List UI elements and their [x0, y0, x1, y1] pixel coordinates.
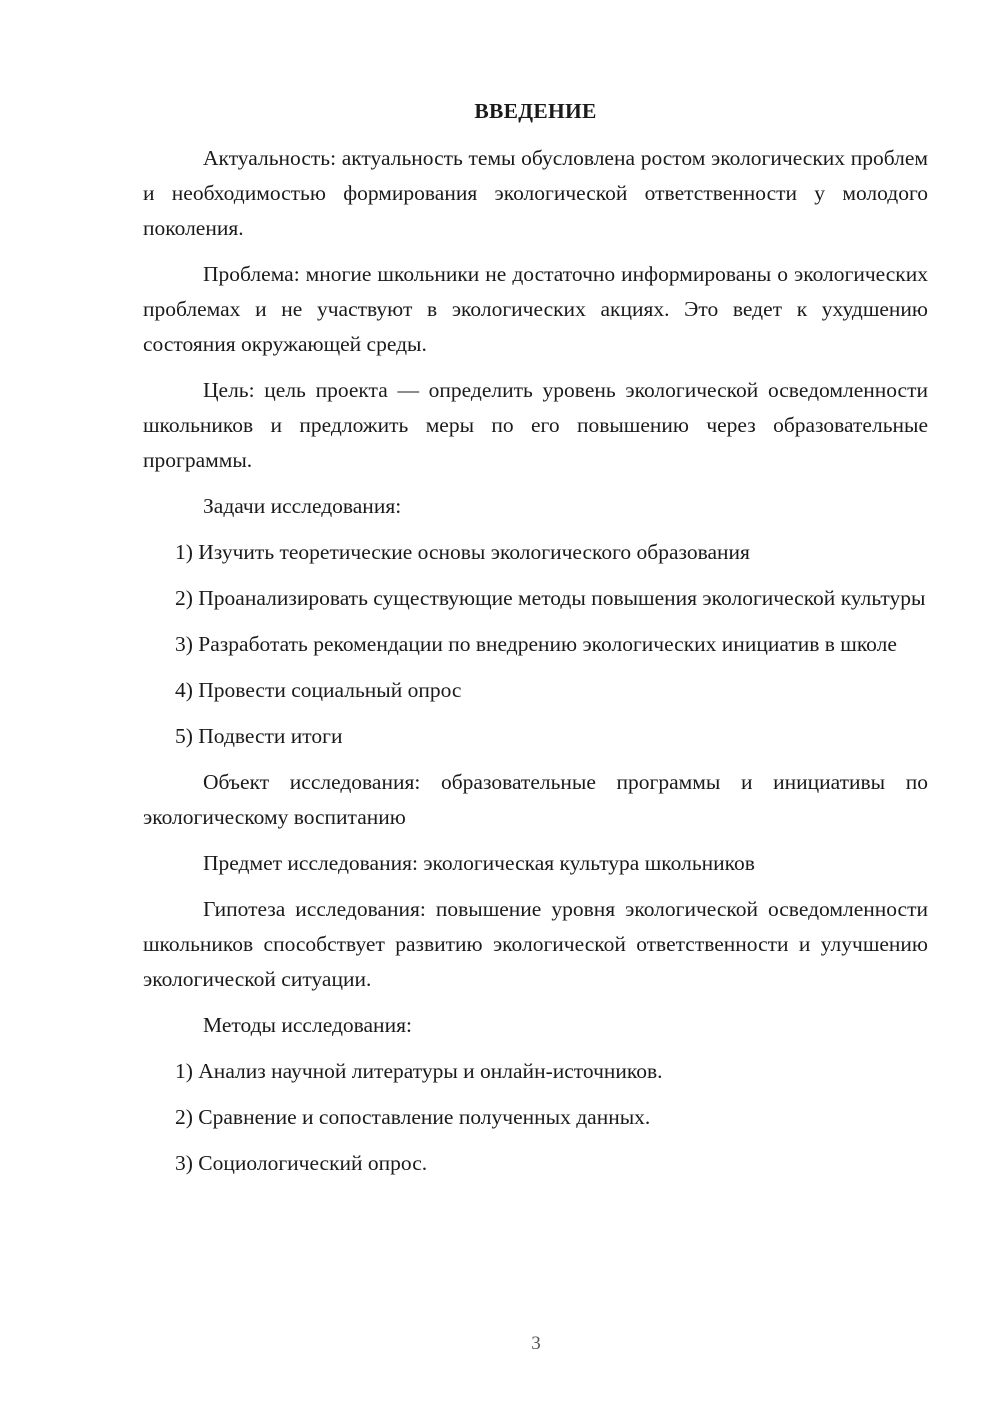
- paragraph-relevance: Актуальность: актуальность темы обусловлена ростом экологических проблем и необходимостью формирования экологической ответственности у молодого поколения.: [143, 146, 928, 240]
- task-item-5: 5) Подвести итоги: [175, 724, 343, 748]
- paragraph-subject: Предмет исследования: экологическая культура школьников: [203, 851, 755, 875]
- document-page: [143, 96, 928, 1192]
- page-number: 3: [531, 1333, 541, 1354]
- paragraph-problem: Проблема: многие школьники не достаточно информированы о экологических проблемах и не участвуют в экологических акциях. Это ведет к ухудшению состояния окружающей среды.: [143, 262, 928, 356]
- paragraph-methods-heading: Методы исследования:: [203, 1013, 412, 1037]
- paragraph-tasks-heading: Задачи исследования:: [203, 494, 402, 518]
- task-item-2: 2) Проанализировать существующие методы повышения экологической культуры: [175, 586, 926, 610]
- paragraph-hypothesis: Гипотеза исследования: повышение уровня экологической осведомленности школьников способствует развитию экологической ответственности и улучшению экологической ситуации.: [143, 897, 928, 991]
- paragraph-object: Объект исследования: образовательные программы и инициативы по экологическому воспитанию: [143, 770, 928, 829]
- method-item-1: 1) Анализ научной литературы и онлайн-источников.: [175, 1059, 663, 1083]
- section-title: ВВЕДЕНИЕ: [474, 99, 597, 123]
- task-item-3: 3) Разработать рекомендации по внедрению экологических инициатив в школе: [175, 632, 897, 656]
- method-item-2: 2) Сравнение и сопоставление полученных данных.: [175, 1105, 651, 1129]
- paragraph-goal: Цель: цель проекта — определить уровень экологической осведомленности школьников и предложить меры по его повышению через образовательные программы.: [143, 378, 928, 472]
- method-item-3: 3) Социологический опрос.: [175, 1151, 428, 1175]
- task-item-4: 4) Провести социальный опрос: [175, 678, 462, 702]
- task-item-1: 1) Изучить теоретические основы экологического образования: [175, 540, 750, 564]
